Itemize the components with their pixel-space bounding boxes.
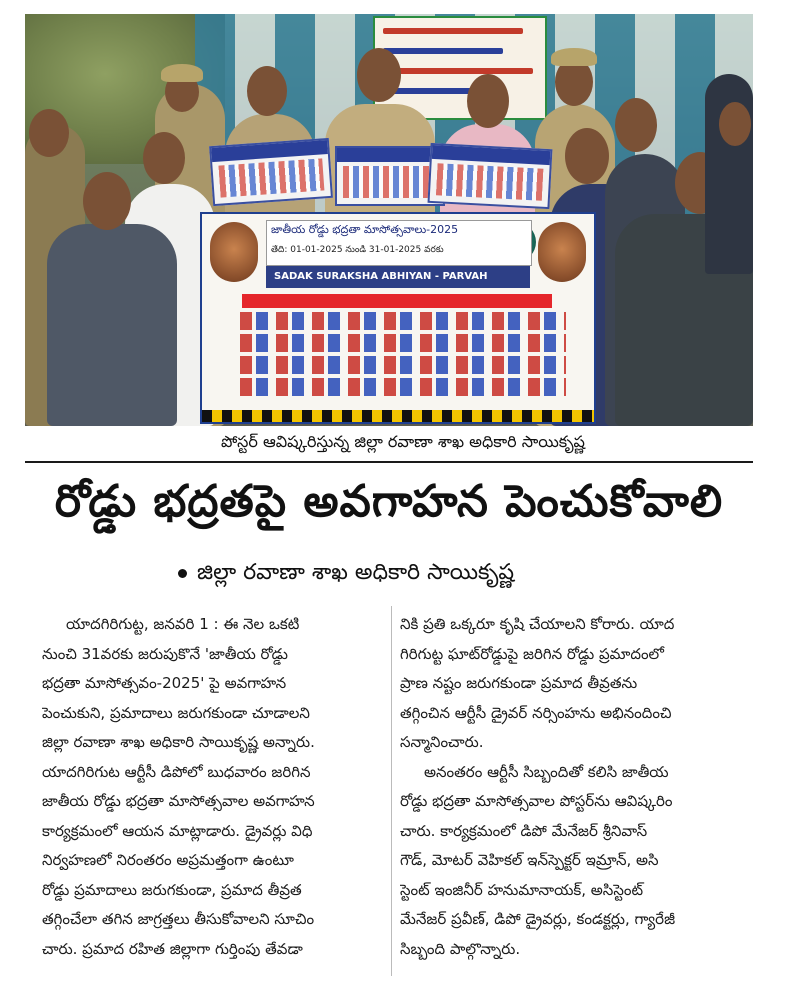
- poster-title: జాతీయ రోడ్డు భద్రతా మాసోత్సవాలు-2025: [271, 223, 459, 236]
- poster-band-text: SADAK SURAKSHA ABHIYAN - PARVAH: [274, 271, 488, 282]
- article-line: నుంచి 31వరకు జరుపుకొనే 'జాతీయ రోడ్డు: [42, 644, 288, 663]
- article-line: పెంచుకుని, ప్రమాదాలు జరుగకుండా చూడాలని: [42, 703, 310, 722]
- poster-band: [266, 266, 530, 288]
- article-line: కార్యక్రమంలో ఆయన మాట్లాడారు. డ్రైవర్లు విధి: [42, 821, 313, 840]
- article-line: యాదగిరిగుట్ట, జనవరి 1 : ఈ నెల ఒకటి: [66, 615, 300, 633]
- article-line: భద్రతా మాసోత్సవం-2025' పై అవగాహన: [42, 674, 287, 692]
- article-line: ప్రాణ నష్టం జరుగకుండా ప్రమాద తీవ్రతను: [400, 674, 638, 692]
- article-line: అనంతరం ఆర్టీసీ సిబ్బందితో కలిసి జాతీయ: [424, 762, 669, 781]
- article-line: తగ్గించిన ఆర్టీసీ డ్రైవర్ నర్సింహను అభినందించి: [400, 703, 672, 722]
- article-line: నికి ప్రతి ఒక్కరూ కృషి చేయాలని కోరారు. యాద: [400, 615, 675, 633]
- subheadline-text: జిల్లా రవాణా శాఖ అధికారి సాయికృష్ణ: [197, 560, 515, 585]
- article-line: మేనేజర్ ప్రవీణ్, డిపో డ్రైవర్లు, కండక్టర్లు, గ్యారేజీ: [400, 910, 676, 928]
- poster-header: [266, 220, 532, 266]
- article-column-right: [400, 610, 745, 964]
- subheadline: [178, 560, 658, 590]
- article-line: రోడ్డు భద్రతా మాసోత్సవాల పోస్టర్‌ను ఆవిష్కరిం: [400, 792, 673, 810]
- small-poster-left: [209, 138, 333, 206]
- article-line: సన్మానించారు.: [400, 733, 484, 751]
- article-line: జాతీయ రోడ్డు భద్రతా మాసోత్సవాల అవగాహన: [42, 792, 315, 810]
- article-line: రోడ్డు ప్రమాదాలు జరుగకుండా, ప్రమాద తీవ్రత: [42, 880, 302, 899]
- article-line: గౌడ్, మోటర్ వెహికల్ ఇన్‌స్పెక్టర్ ఇమ్రాన్, అసి: [400, 851, 659, 869]
- article-line: జిల్లా రవాణా శాఖ అధికారి సాయికృష్ణ అన్నారు.: [42, 733, 315, 751]
- article-line: నిర్వహణలో నిరంతరం అప్రమత్తంగా ఉంటూ: [42, 851, 294, 869]
- column-divider: [391, 606, 392, 976]
- article-line: యాదగిరిగుట ఆర్టీసీ డిపోలో బుధవారం జరిగిన: [42, 762, 311, 781]
- article-line: సిబ్బంది పాల్గొన్నారు.: [400, 939, 521, 958]
- poster-red-strip: [242, 294, 552, 308]
- news-photo: [25, 14, 753, 426]
- photo-caption: పోస్టర్ ఆవిష్కరిస్తున్న జిల్లా రవాణా శాఖ అధికారి సాయికృష్ణ: [221, 432, 585, 451]
- person-dark-shirt-left: [47, 224, 177, 426]
- article-line: చారు. ప్రమాద రహిత జిల్లాగా గుర్తింపు తేవడా: [42, 939, 303, 958]
- article-line: చారు. కార్యక్రమంలో డిపో మేనేజర్ శ్రీనివాస్: [400, 821, 648, 840]
- poster-hazard-stripe: [202, 410, 594, 422]
- caption-divider: [25, 461, 753, 463]
- poster-dates: తేది: 01-01-2025 నుండి 31-01-2025 వరకు: [271, 245, 444, 255]
- poster-portrait-left: [210, 222, 258, 282]
- poster-portrait-right: [538, 222, 586, 282]
- headline: రోడ్డు భద్రతపై అవగాహన పెంచుకోవాలి: [54, 476, 724, 527]
- small-poster-right: [428, 143, 553, 209]
- article-line: స్టెంట్ ఇంజినీర్ హనుమానాయక్, అసిస్టెంట్: [400, 880, 644, 899]
- article-line: గిరిగుట్ట ఘాట్‌రోడ్డుపై జరిగిన రోడ్డు ప్రమాదంలో: [400, 644, 664, 663]
- article-line: తగ్గించేలా తగిన జాగ్రత్తలు తీసుకోవాలని సూచిం: [42, 910, 315, 928]
- article-column-left: [42, 610, 387, 964]
- road-safety-poster: [200, 212, 596, 424]
- bullet-icon: [178, 569, 187, 578]
